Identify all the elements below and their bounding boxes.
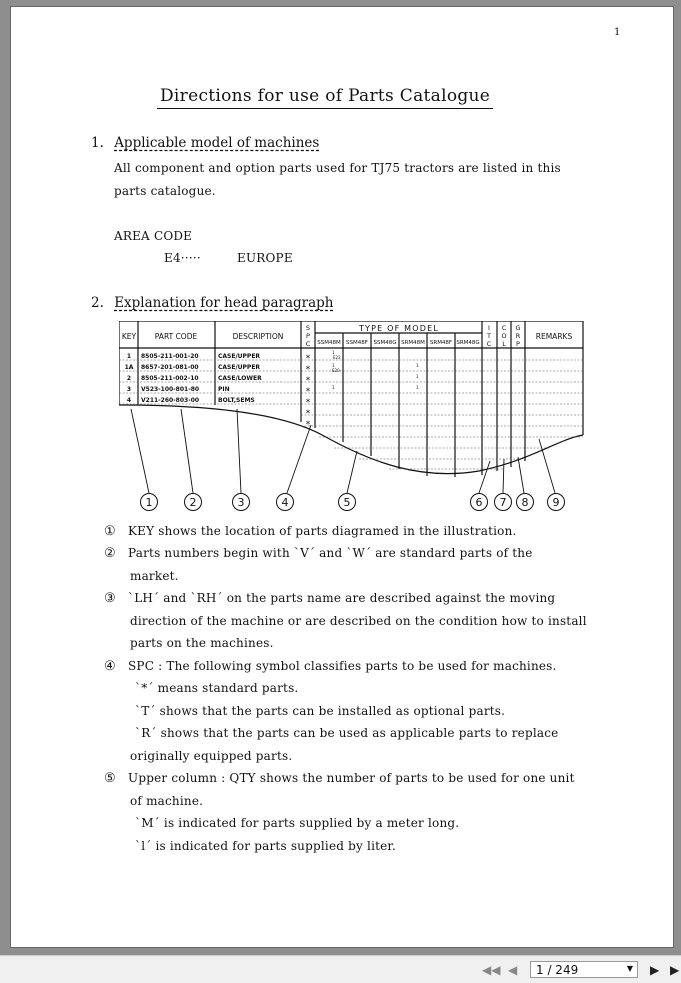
note-1-text: KEY shows the location of parts diagramed in the illustration. (128, 524, 517, 538)
section1-line1: All component and option parts used for TJ75 tractors are listed in this (114, 161, 561, 175)
section2-number: 2. (91, 295, 104, 311)
row-description: BOLT,SEMS (218, 397, 255, 404)
chevron-down-icon: ▼ (626, 964, 633, 973)
header-col-c: C (501, 324, 507, 332)
note-5-text: Upper column : QTY shows the number of parts to be used for one unit (128, 771, 575, 785)
document-page (10, 6, 674, 948)
note-5-mark: ⑤ (104, 771, 116, 786)
header-grp-r: R (515, 332, 521, 340)
header-key: KEY (121, 332, 137, 341)
qty-mark: 1 (416, 385, 419, 390)
row-key: 4 (126, 397, 132, 404)
header-model-4: SRM48M (401, 340, 425, 346)
note-5-cont: of machine. (130, 794, 204, 808)
section1-title: Applicable model of machines (114, 135, 320, 151)
area-code-name: EUROPE (237, 251, 293, 265)
row-key: 1 (126, 353, 132, 360)
spc-mark: * (305, 354, 311, 364)
row-part-code: 8505-211-001-20 (141, 353, 199, 360)
row-description: PIN (218, 386, 230, 393)
header-spc-s: S (305, 324, 311, 332)
note-4-r: `R´ shows that the parts can be used as applicable parts to replace (135, 726, 559, 740)
header-part-code: PART CODE (154, 332, 198, 341)
first-page-icon[interactable]: ◀◀ (482, 963, 501, 977)
viewer-toolbar (0, 955, 681, 983)
qty-mark: 1 (332, 350, 335, 355)
note-4-mark: ④ (104, 659, 116, 674)
note-3 (104, 591, 555, 606)
note-3-text: `LH´ and `RH´ on the parts name are described against the moving (128, 591, 556, 605)
header-spc-p: P (306, 332, 310, 340)
note-2-text: Parts numbers begin with `V´ and `W´ are standard parts of the (128, 546, 533, 560)
last-page-icon[interactable]: ▶ (670, 963, 680, 977)
note-2 (104, 546, 533, 561)
section1-number: 1. (91, 135, 104, 151)
callout-1: 1 (145, 496, 153, 509)
row-part-code: 8657-201-081-00 (141, 364, 199, 371)
callout-3: 3 (237, 496, 245, 509)
header-spc-c: C (305, 340, 311, 348)
spc-mark: * (305, 398, 311, 408)
header-model-6: SRM48G (456, 340, 480, 346)
header-model-2: SSM48F (346, 340, 368, 346)
note-4-r-cont: originally equipped parts. (130, 749, 293, 763)
header-grp-g: G (515, 324, 521, 332)
note-2-cont: market. (130, 569, 179, 583)
spc-mark: * (305, 387, 311, 397)
section1-heading (91, 135, 319, 151)
section1-line2: parts catalogue. (114, 184, 216, 198)
note-4-star: `*´ means standard parts. (135, 681, 299, 695)
header-remarks: REMARKS (535, 332, 573, 341)
note-1 (104, 524, 517, 539)
note-1-mark: ① (104, 524, 116, 539)
note-2-mark: ② (104, 546, 116, 561)
head-paragraph-diagram (119, 321, 589, 521)
page-selector[interactable] (530, 961, 638, 978)
note-4-text: SPC : The following symbol classifies parts to be used for machines. (128, 659, 557, 673)
callout-5: 5 (343, 496, 351, 509)
header-col-l: L (502, 340, 506, 348)
qty-mark: E20- (332, 368, 342, 373)
spc-mark: * (305, 376, 311, 386)
header-col-o: O (501, 332, 507, 340)
row-part-code: V523-100-801-80 (141, 386, 200, 393)
qty-mark: 1 (332, 363, 335, 368)
note-5 (104, 771, 575, 786)
qty-mark: 1 (416, 363, 419, 368)
header-model-1: SSM48M (317, 340, 341, 346)
row-key: 2 (126, 375, 132, 382)
next-page-icon[interactable]: ▶ (650, 963, 660, 977)
callout-7: 7 (499, 496, 507, 509)
callout-8: 8 (521, 496, 529, 509)
note-4-t: `T´ shows that the parts can be installed as optional parts. (135, 704, 506, 718)
callout-6: 6 (475, 496, 483, 509)
note-4 (104, 659, 557, 674)
qty-mark: E22 (333, 355, 341, 360)
header-model-3: SSM48G (373, 340, 397, 346)
previous-page-icon[interactable]: ◀ (508, 963, 518, 977)
note-5-l: `l´ is indicated for parts supplied by liter. (135, 839, 397, 853)
callout-9: 9 (552, 496, 560, 509)
note-3-cont2: parts on the machines. (130, 636, 274, 650)
page-indicator: 1 / 249 (536, 963, 579, 977)
row-part-code: 8505-211-002-10 (141, 375, 199, 382)
callout-4: 4 (281, 496, 289, 509)
row-key: 1A (124, 364, 134, 371)
spc-mark: * (305, 409, 311, 419)
qty-mark: 1 (416, 374, 419, 379)
page-title: Directions for use of Parts Catalogue (157, 86, 493, 109)
header-model-5: SRM48F (429, 340, 453, 346)
callout-2: 2 (189, 496, 197, 509)
header-grp-p: P (516, 340, 520, 348)
area-code-value: E4····· (164, 251, 201, 265)
area-code-label: AREA CODE (114, 229, 193, 243)
header-description: DESCRIPTION (232, 332, 284, 341)
note-5-m: `M´ is indicated for parts supplied by a meter long. (135, 816, 460, 830)
row-key: 3 (126, 386, 132, 393)
header-itc-c: C (486, 340, 492, 348)
row-description: CASE/UPPER (218, 353, 261, 360)
qty-mark: 1 (332, 385, 335, 390)
section2-heading (91, 295, 333, 311)
section2-title: Explanation for head paragraph (114, 295, 334, 311)
spc-mark: * (305, 365, 311, 375)
spc-mark: * (305, 420, 311, 430)
page-number: 1 (614, 27, 621, 38)
row-description: CASE/LOWER (218, 375, 262, 382)
row-description: CASE/UPPER (218, 364, 261, 371)
note-3-mark: ③ (104, 591, 116, 606)
header-itc-t: T (487, 332, 491, 340)
row-part-code: V211-260-803-00 (141, 397, 200, 404)
note-3-cont1: direction of the machine or are described on the condition how to install (130, 614, 587, 628)
header-type-of-model: TYPE OF MODEL (358, 324, 440, 333)
header-itc-i: I (488, 324, 490, 332)
